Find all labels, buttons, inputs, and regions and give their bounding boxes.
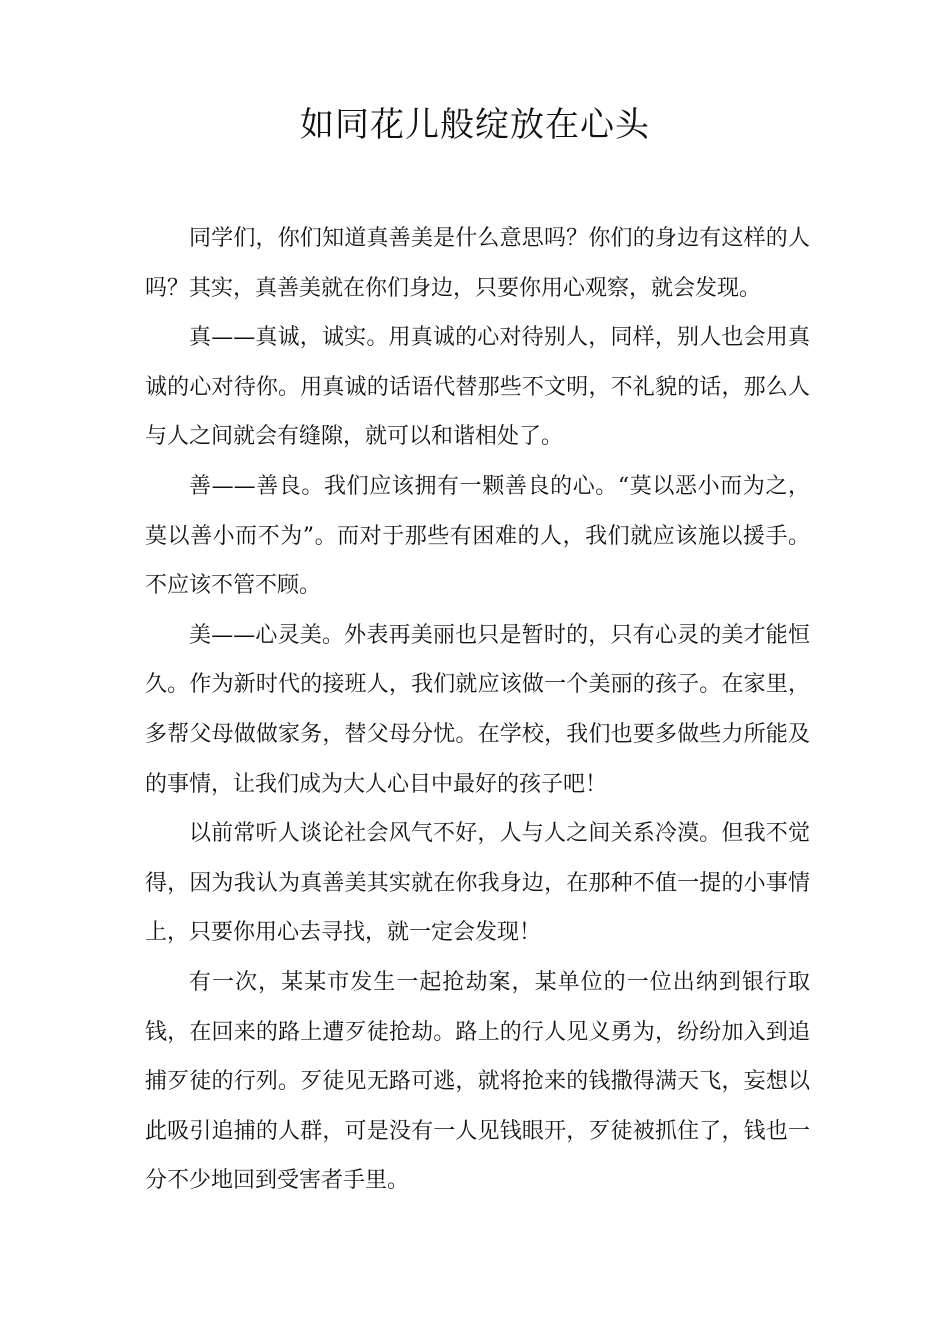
- document-title: 如同花儿般绽放在心头: [300, 105, 650, 145]
- paragraph-society: 以前常听人谈论社会风气不好，人与人之间关系冷漠。但我不觉得，因为我认为真善美其实就在你我身边，在那种不值一提的小事情上，只要你用心去寻找，就一定会发现！: [145, 821, 810, 946]
- paragraph-kindness: 善——善良。我们应该拥有一颗善良的心。“莫以恶小而为之，莫以善小而不为”。而对于那些有困难的人，我们就应该施以援手。不应该不管不顾。: [145, 473, 810, 599]
- document-body: [145, 214, 810, 1206]
- paragraph-intro: 同学们，你们知道真善美是什么意思吗？你们的身边有这样的人吗？其实，真善美就在你们身边，只要你用心观察，就会发现。: [145, 226, 810, 301]
- paragraph-story: 有一次，某某市发生一起抢劫案，某单位的一位出纳到银行取钱，在回来的路上遭歹徒抢劫。路上的行人见义勇为，纷纷加入到追捕歹徒的行列。歹徒见无路可逃，就将抢来的钱撒得满天飞，妄想以此吸引追捕的人群，可是没有一人见钱眼开，歹徒被抓住了，钱也一分不少地回到受害者手里。: [145, 969, 810, 1194]
- paragraph-truth: 真——真诚，诚实。用真诚的心对待别人，同样，别人也会用真诚的心对待你。用真诚的话语代替那些不文明，不礼貌的话，那么人与人之间就会有缝隙，就可以和谐相处了。: [145, 325, 810, 450]
- paragraph-beauty: 美——心灵美。外表再美丽也只是暂时的，只有心灵的美才能恒久。作为新时代的接班人，我们就应该做一个美丽的孩子。在家里，多帮父母做做家务，替父母分忧。在学校，我们也要多做些力所能及的事情，让我们成为大人心目中最好的孩子吧！: [145, 622, 810, 797]
